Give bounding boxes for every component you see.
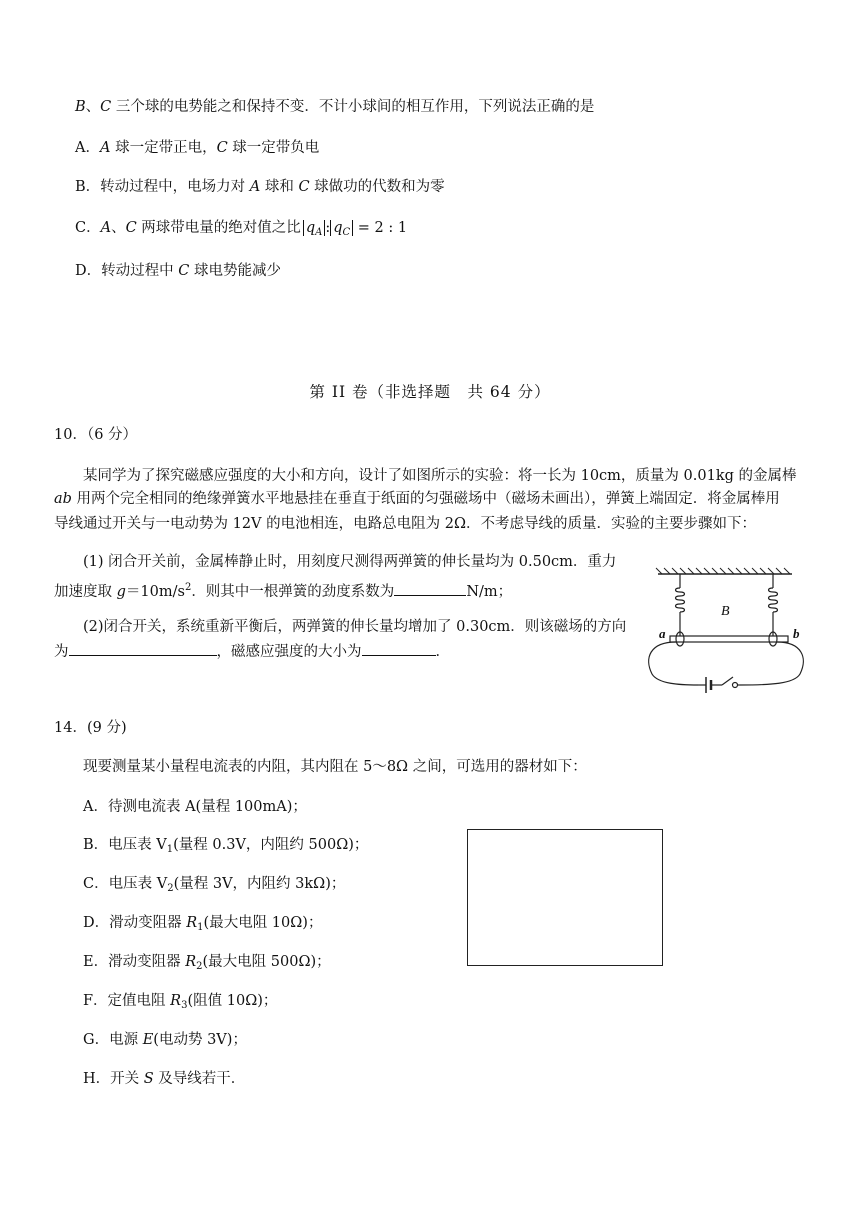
text: ．则其中一根弹簧的劲度系数为 (191, 584, 395, 600)
item-text: )； (257, 993, 278, 1009)
answer-blank-stiffness[interactable] (394, 581, 466, 596)
var: C (178, 263, 190, 279)
q-var: q (333, 220, 343, 236)
q14-item-b (83, 835, 368, 860)
paren: ( (173, 876, 180, 892)
q10-para-line3: 导线通过开关与一电动势为 12V 的电池相连，电路总电阻为 2Ω．不考虑导线的质量．实验的主要步骤如下： (54, 516, 756, 532)
opt-label: A． (75, 140, 100, 156)
switch (722, 677, 733, 685)
item-note: 量程 100mA (201, 799, 287, 815)
q14-header: 14．(9 分) (54, 720, 127, 736)
ratio: = 2 : 1 (353, 220, 408, 236)
item-text: G．电源 (83, 1032, 143, 1048)
var-g: g (116, 584, 126, 600)
opt-text: 球做功的代数和为零 (309, 179, 445, 195)
sub-a: A (315, 227, 323, 238)
section-title: 第 II 卷（非选择题 共 64 分） (309, 383, 551, 401)
var-ab: ab (54, 491, 72, 507)
q10-para-line1: 某同学为了探究磁感应强度的大小和方向，设计了如图所示的实验：将一长为 10cm，质量为 0.01kg 的金属棒 (83, 468, 797, 484)
label-a: a (659, 626, 666, 641)
q10-step2-line1: (2)闭合开关，系统重新平衡后，两弹簧的伸长量均增加了 0.30cm．则该磁场的方向 (83, 619, 627, 635)
label-b: b (793, 626, 800, 641)
q9-intro-text: 三个球的电势能之和保持不变．不计小球间的相互作用，下列说法正确的是 (111, 99, 595, 115)
q10-step1-line1: (1) 闭合开关前，金属棒静止时，用刻度尺测得两弹簧的伸长量均为 0.50cm．重力 (83, 554, 617, 570)
var-b: B (75, 99, 86, 115)
wire-left (649, 642, 698, 685)
item-text: D．滑动变阻器 (83, 915, 187, 931)
spring-circuit-figure (640, 566, 810, 696)
paren: ( (173, 837, 179, 853)
q14-item-h (83, 1069, 245, 1089)
subscript: 3 (181, 1000, 188, 1011)
item-text: )； (286, 799, 307, 815)
item-text: )； (226, 1032, 247, 1048)
text: 加速度取 (54, 584, 117, 600)
unit: N/m； (466, 584, 513, 600)
q10-step2-line2 (54, 641, 450, 662)
item-text: H．开关 (83, 1071, 144, 1087)
var: C (125, 220, 137, 236)
item-text: F．定值电阻 (83, 993, 171, 1009)
opt-label: C． (75, 220, 101, 236)
var-r: R (185, 954, 197, 970)
opt-text: 球和 (260, 179, 299, 195)
answer-blank-magnitude[interactable] (362, 641, 436, 656)
q14-item-d (83, 913, 322, 938)
item-text: )； (302, 915, 323, 931)
q14-item-g (83, 1030, 247, 1050)
spring-left (676, 574, 685, 636)
item-text: 及导线若干． (153, 1071, 246, 1087)
var-r: R (186, 915, 198, 931)
item-text: )； (348, 837, 369, 853)
q14-item-e (83, 952, 331, 977)
subscript: 2 (196, 961, 203, 972)
sep: 、 (111, 220, 126, 236)
q9-option-b (75, 177, 445, 197)
q9-option-a (75, 138, 319, 158)
sub-c: C (342, 227, 351, 238)
item-text: A．待测电流表 A( (83, 799, 202, 815)
var-r: R (170, 993, 182, 1009)
item-text: )； (310, 954, 331, 970)
item-text: )； (325, 876, 346, 892)
text: ＝10m/s (125, 584, 185, 600)
q9-option-c (75, 218, 407, 243)
text: 为 (54, 644, 69, 660)
opt-text: B．转动过程中，电场力对 (75, 179, 250, 195)
item-note: 阻值 10Ω (193, 993, 258, 1009)
var: C (216, 140, 228, 156)
paren: ( (153, 1032, 159, 1048)
var-s: S (143, 1071, 154, 1087)
q14-item-c (83, 874, 345, 899)
exponent: 2 (184, 582, 192, 593)
paren: ( (202, 954, 209, 970)
q14-intro: 现要测量某小量程电流表的内阻，其内阻在 5～8Ω 之间，可选用的器材如下： (83, 759, 587, 775)
opt-text: 球电势能减少 (189, 263, 281, 279)
spring-right (769, 574, 778, 636)
label-B: B (721, 604, 730, 619)
item-note: 电动势 3V (158, 1032, 227, 1048)
opt-text: D．转动过程中 (75, 263, 179, 279)
item-text: C．电压表 V (83, 876, 168, 892)
q10-para-line2 (54, 489, 780, 509)
paren: ( (203, 915, 210, 931)
item-note: 量程 3V，内阻约 3kΩ (179, 876, 326, 892)
q14-item-f (83, 991, 277, 1016)
q10-header: 10．（6 分） (54, 427, 138, 443)
var: A (99, 140, 111, 156)
subscript: 1 (197, 922, 204, 933)
opt-text: 球一定带负电 (227, 140, 320, 156)
item-note: 最大电阻 10Ω (209, 915, 303, 931)
var: C (298, 179, 310, 195)
sep: 、 (85, 99, 101, 115)
text: ，磁感应强度的大小为 (216, 644, 362, 660)
wire-right (740, 642, 803, 685)
metal-rod (670, 636, 788, 642)
paren: ( (187, 993, 194, 1009)
circuit-diagram-answer-box[interactable] (467, 829, 663, 966)
colon: : (325, 220, 331, 236)
answer-blank-direction[interactable] (69, 641, 217, 656)
var-c: C (100, 99, 112, 115)
opt-text: 球一定带正电， (110, 140, 217, 156)
item-note: 最大电阻 500Ω (208, 954, 311, 970)
q14-item-a (83, 797, 307, 817)
item-text: E．滑动变阻器 (83, 954, 186, 970)
subscript: 2 (167, 883, 174, 894)
item-text: B．电压表 V (83, 837, 167, 853)
q10-step1-line2 (54, 578, 512, 602)
q9-option-d (75, 261, 281, 281)
abs-qa (303, 220, 326, 236)
item-note: 量程 0.3V，内阻约 500Ω (178, 837, 349, 853)
q-var: q (305, 220, 316, 236)
var: A (100, 220, 112, 236)
q9-intro (75, 97, 594, 117)
var: A (249, 179, 261, 195)
q10-para-text: 用两个完全相同的绝缘弹簧水平地悬挂在垂直于纸面的匀强磁场中（磁场未画出），弹簧上端固定．将金属棒用 (71, 491, 780, 507)
text: ． (435, 644, 450, 660)
subscript: 1 (166, 844, 174, 855)
var-e: E (142, 1032, 154, 1048)
abs-qc (330, 220, 353, 236)
opt-text: 两球带电量的绝对值之比 (136, 220, 301, 236)
